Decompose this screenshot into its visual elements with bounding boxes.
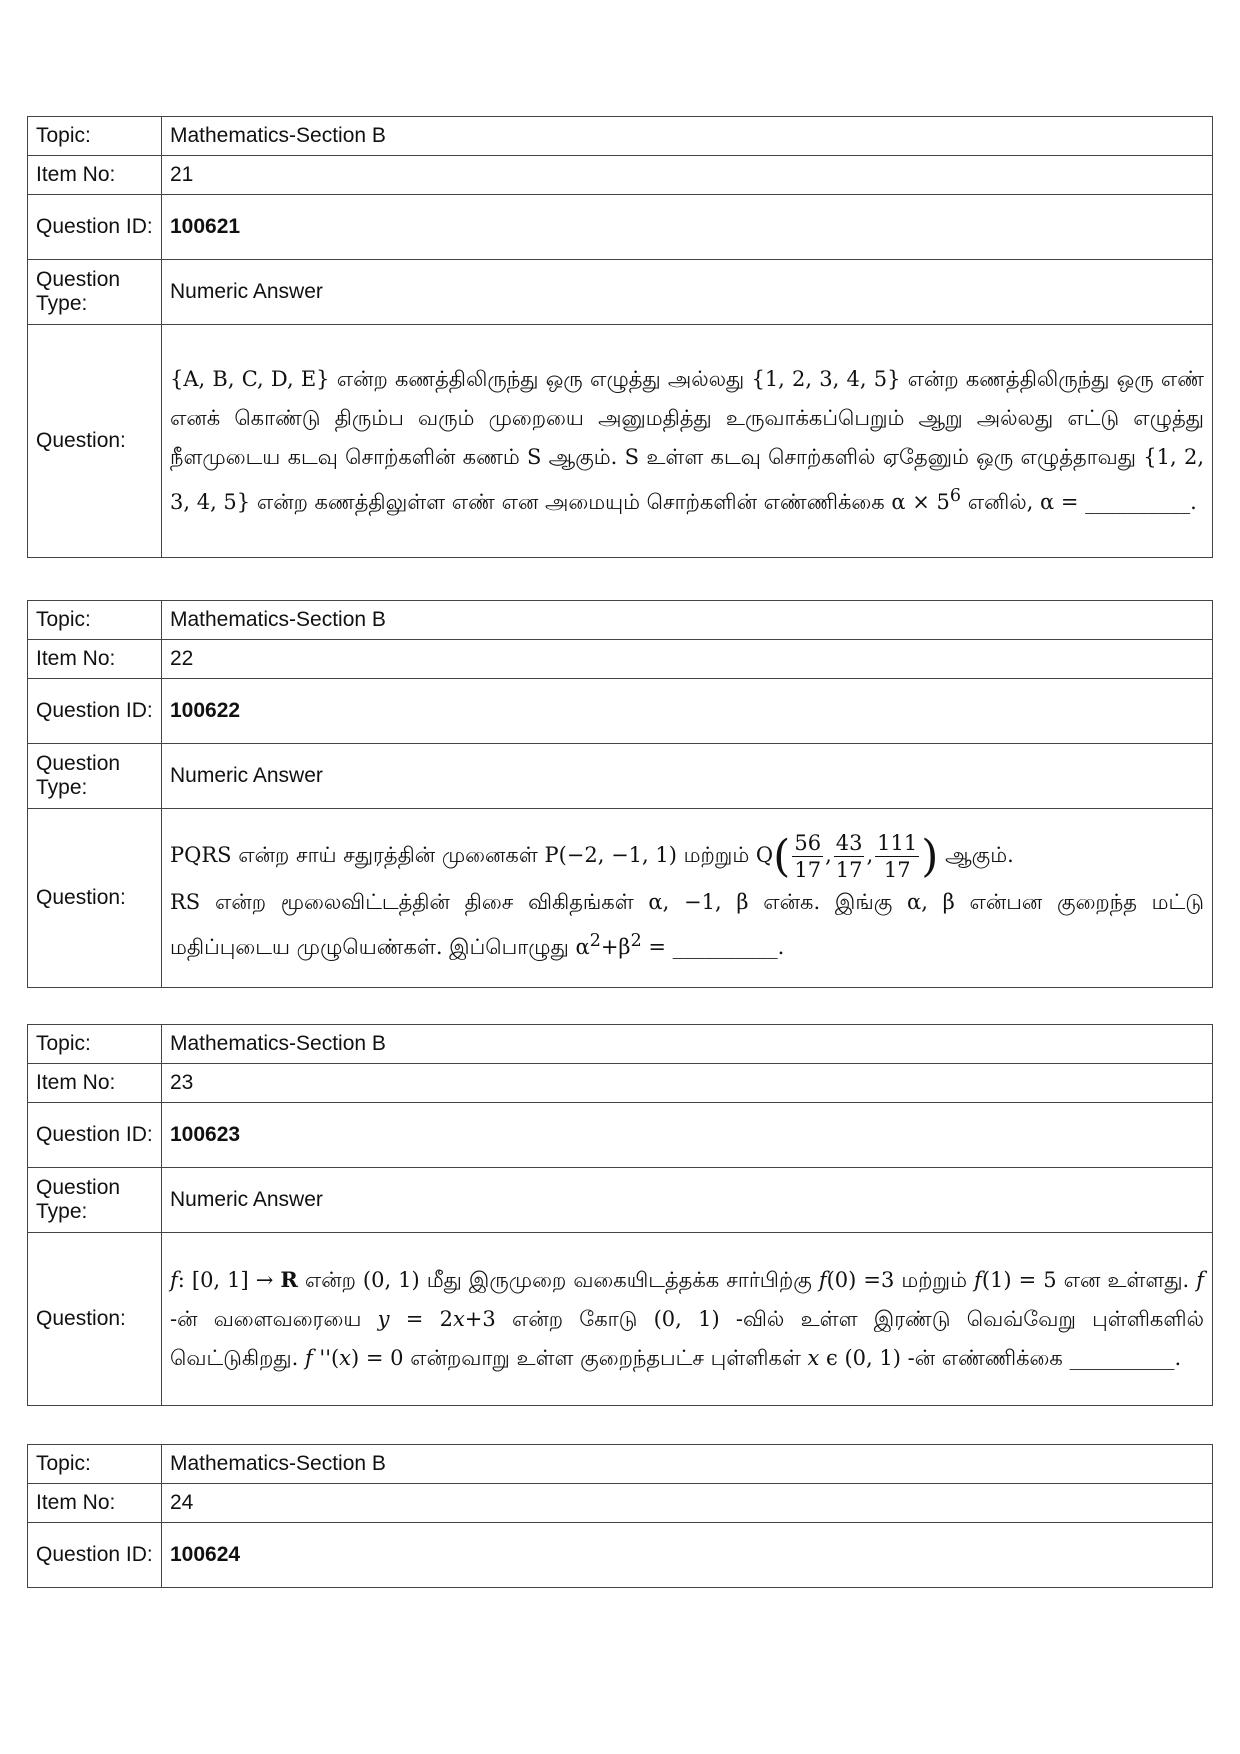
question-table-22 <box>27 600 1213 988</box>
topic-label: Topic: <box>28 117 162 156</box>
question-text: PQRS என்ற சாய் சதுரத்தின் முனைகள் P(−2, −1, 1) மற்றும் Q( $\frac{56}{17}$ , $\frac{43}{17}$ , $\frac{111}{17}$ ) ஆகும். RS என்ற மூலைவிட்டத்தின் திசை விகிதங்கள் α, −1, β என்க. இங்கு α, β என்பன குறைந்த மட்டு மதிப்புடைய முழுயெண்கள். இப்பொழுது $\alpha^2+\beta^2$ = __________. <box>162 809 1213 988</box>
question-type-value: Numeric Answer <box>162 1168 1213 1233</box>
question-id-label: Question ID: <box>28 1523 162 1588</box>
question-id-value: 100623 <box>162 1103 1213 1168</box>
question-id-value: 100624 <box>162 1523 1213 1588</box>
topic-label: Topic: <box>28 601 162 640</box>
topic-value: Mathematics-Section B <box>162 1025 1213 1064</box>
item-no-label: Item No: <box>28 1064 162 1103</box>
topic-value: Mathematics-Section B <box>162 601 1213 640</box>
item-no-value: 21 <box>162 156 1213 195</box>
question-type-label: Question Type: <box>28 260 162 325</box>
item-no-label: Item No: <box>28 1484 162 1523</box>
question-type-value: Numeric Answer <box>162 260 1213 325</box>
item-no-value: 24 <box>162 1484 1213 1523</box>
question-label: Question: <box>28 325 162 558</box>
topic-label: Topic: <box>28 1445 162 1484</box>
topic-value: Mathematics-Section B <box>162 1445 1213 1484</box>
topic-value: Mathematics-Section B <box>162 117 1213 156</box>
question-text: {A, B, C, D, E} என்ற கணத்திலிருந்து ஒரு எழுத்து அல்லது {1, 2, 3, 4, 5} என்ற கணத்திலிருந்து ஒரு எண் எனக் கொண்டு திரும்ப வரும் முறையை அனுமதித்து உருவாக்கப்பெறும் ஆறு அல்லது எட்டு எழுத்து நீளமுடைய கடவு சொற்களின் கணம் S ஆகும். S உள்ள கடவு சொற்களில் ஏதேனும் ஒரு எழுத்தாவது {1, 2, 3, 4, 5} என்ற கணத்திலுள்ள எண் என அமையும் சொற்களின் எண்ணிக்கை $\alpha \times 5^6$ எனில், α = __________. <box>162 325 1213 558</box>
item-no-value: 22 <box>162 640 1213 679</box>
question-label: Question: <box>28 1233 162 1406</box>
question-type-label: Question Type: <box>28 744 162 809</box>
topic-label: Topic: <box>28 1025 162 1064</box>
question-id-label: Question ID: <box>28 1103 162 1168</box>
question-table-21 <box>27 116 1213 558</box>
question-type-label: Question Type: <box>28 1168 162 1233</box>
question-id-value: 100622 <box>162 679 1213 744</box>
item-no-label: Item No: <box>28 156 162 195</box>
question-id-label: Question ID: <box>28 679 162 744</box>
question-text: f: [0, 1] → R என்ற (0, 1) மீது இருமுறை வகையிடத்தக்க சார்பிற்கு f(0) =3 மற்றும் f(1) = 5 என உள்ளது. f -ன் வளைவரையை y = 2x+3 என்ற கோடு (0, 1) -வில் உள்ள இரண்டு வெவ்வேறு புள்ளிகளில் வெட்டுகிறது. f ''(x) = 0 என்றவாறு உள்ள குறைந்தபட்ச புள்ளிகள் x ϵ (0, 1) -ன் எண்ணிக்கை __________. <box>162 1233 1213 1406</box>
question-id-label: Question ID: <box>28 195 162 260</box>
question-id-value: 100621 <box>162 195 1213 260</box>
question-table-24 <box>27 1444 1213 1588</box>
question-type-value: Numeric Answer <box>162 744 1213 809</box>
question-label: Question: <box>28 809 162 988</box>
item-no-label: Item No: <box>28 640 162 679</box>
question-table-23 <box>27 1024 1213 1406</box>
item-no-value: 23 <box>162 1064 1213 1103</box>
